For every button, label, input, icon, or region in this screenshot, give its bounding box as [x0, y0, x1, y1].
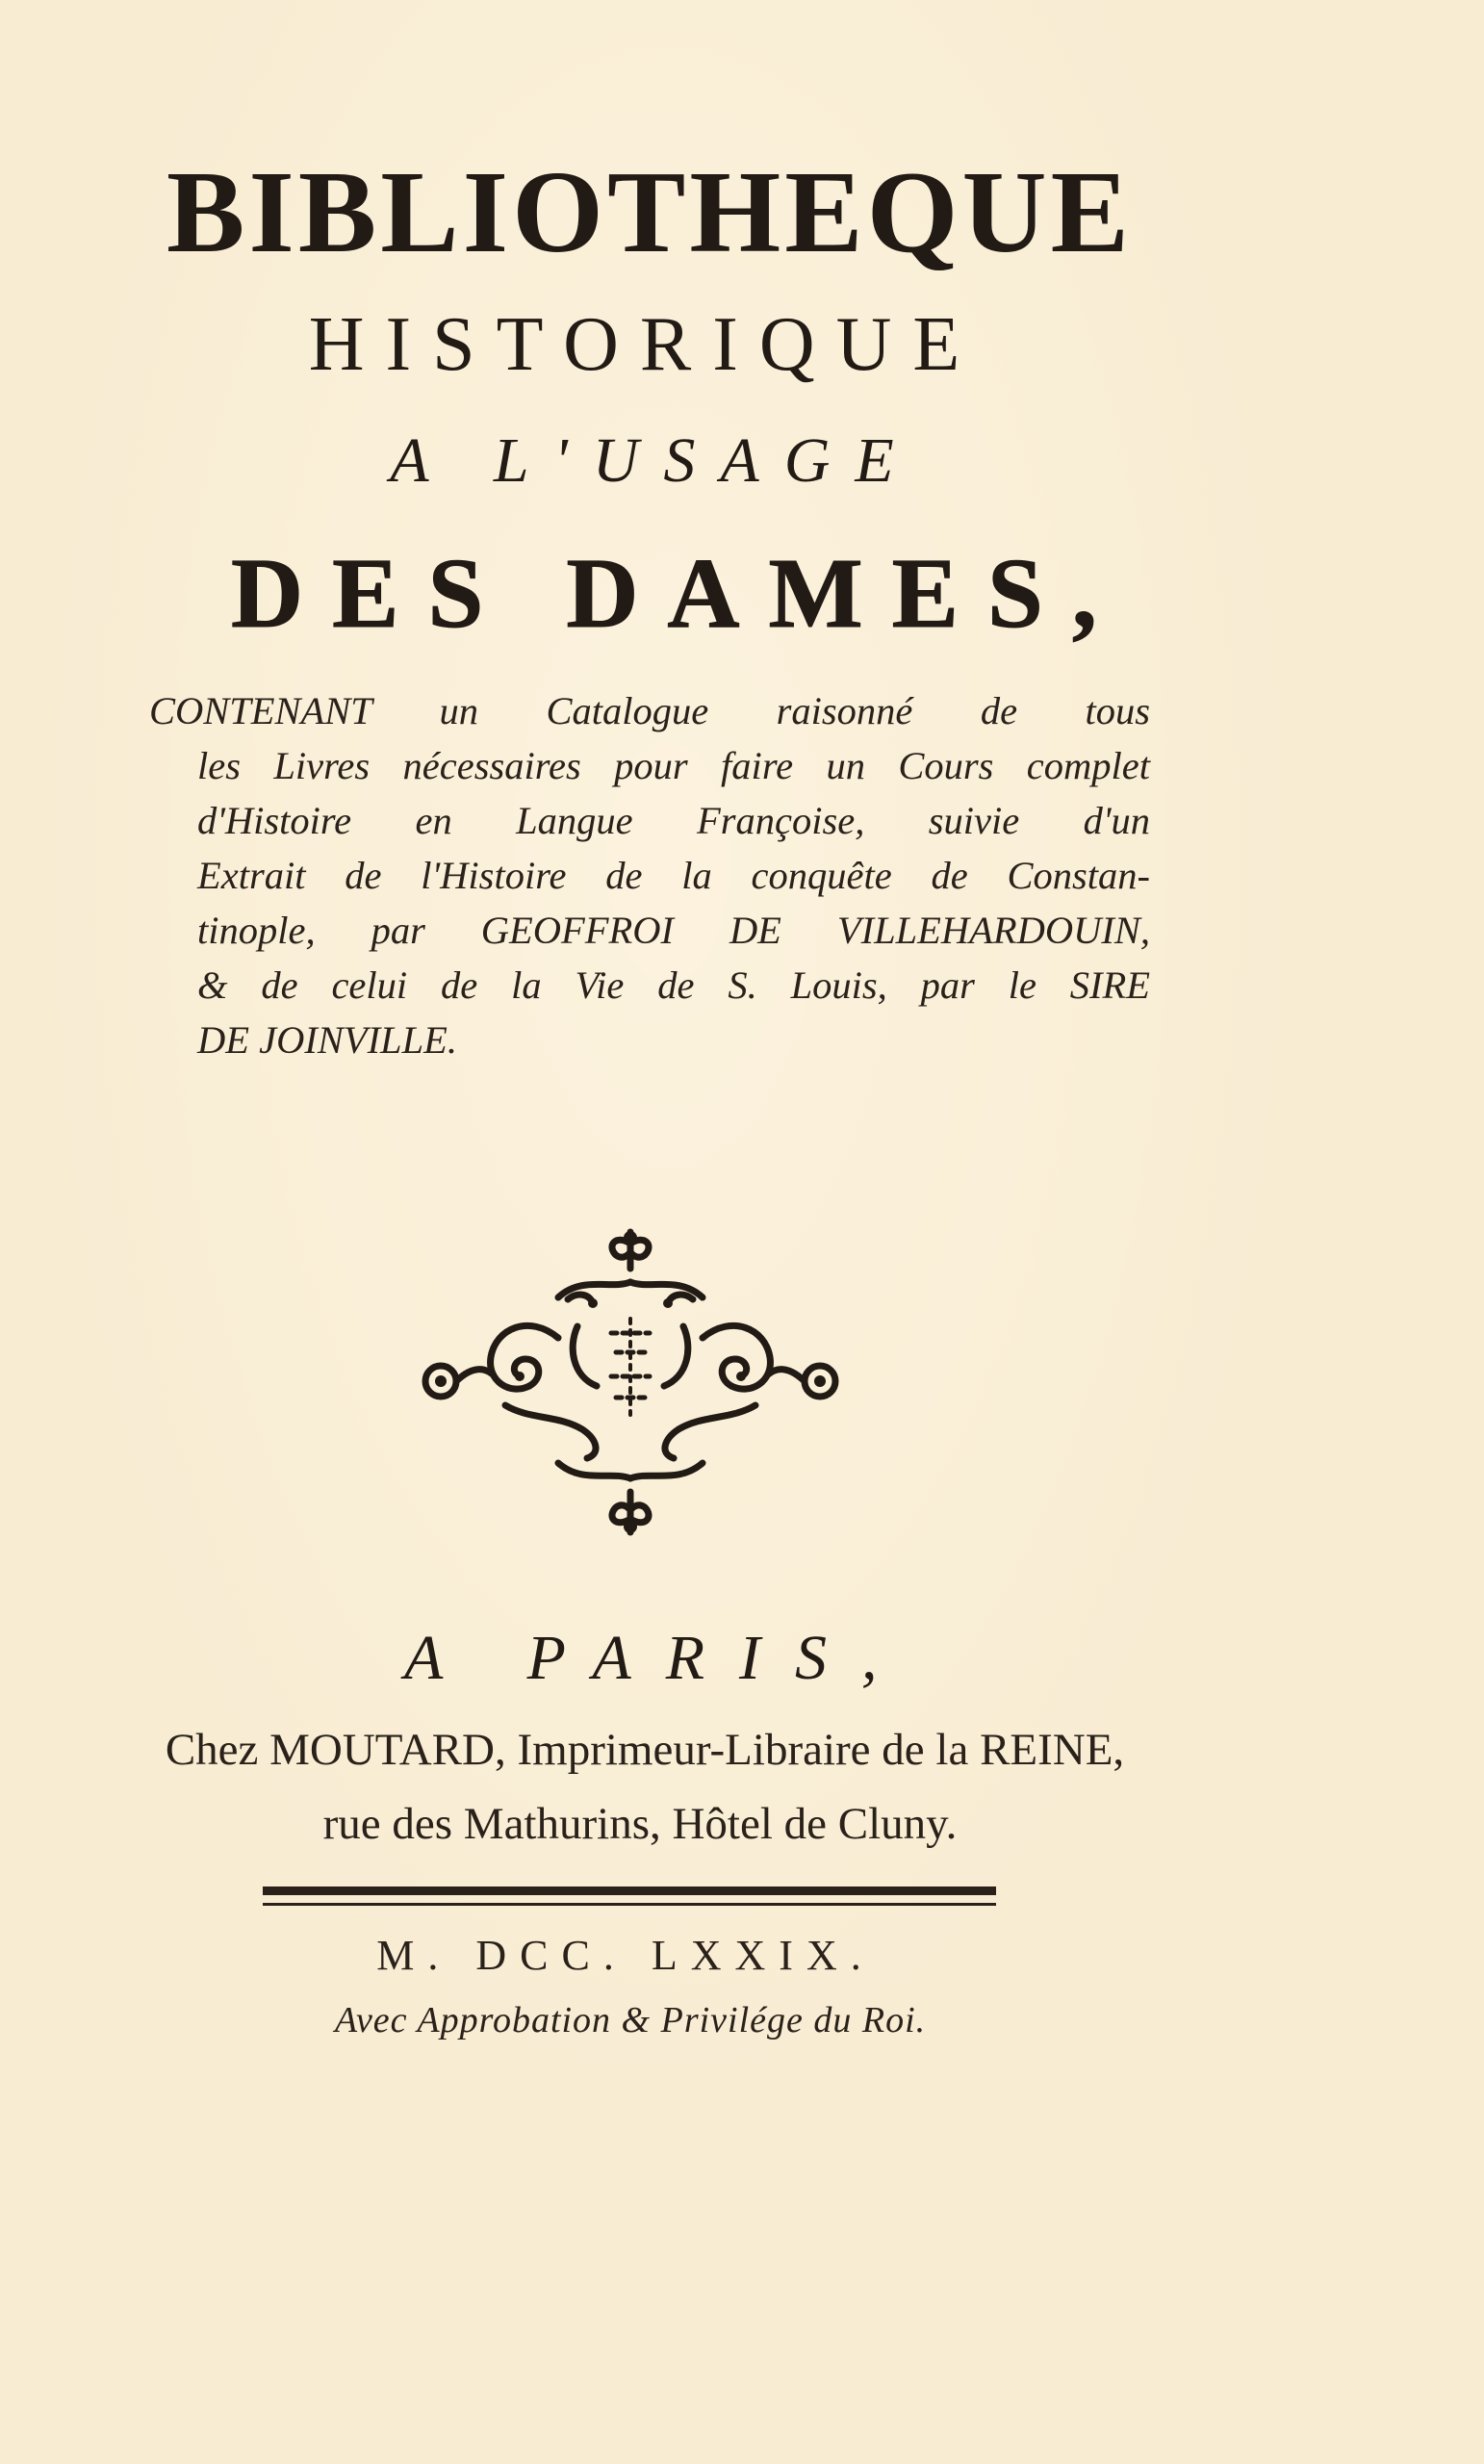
description-line: CONTENANT un Catalogue raisonné de tous: [149, 689, 1150, 732]
description-line: & de celui de la Vie de S. Louis, par le SIRE: [197, 963, 1150, 1007]
title-line-a-lusage: A L'USAGE: [390, 425, 919, 496]
imprint-year: M. DCC. LXXIX.: [376, 1932, 875, 1979]
double-rule-bottom: [263, 1903, 996, 1906]
imprint-city: A PARIS,: [404, 1623, 912, 1693]
title-line-historique: HISTORIQUE: [308, 302, 982, 387]
imprint-publisher: Chez MOUTARD, Imprimeur-Libraire de la REINE,: [165, 1725, 1125, 1775]
subtitle-description: [149, 683, 1150, 1067]
privilege-statement: Avec Approbation & Privilége du Roi.: [334, 2000, 927, 2040]
imprint-address: rue des Mathurins, Hôtel de Cluny.: [322, 1799, 958, 1849]
description-line: DE JOINVILLE.: [197, 1018, 457, 1062]
description-line: tinople, par GEOFFROI DE VILLEHARDOUIN,: [197, 909, 1150, 952]
title-line-bibliotheque: BIBLIOTHEQUE: [166, 147, 1133, 277]
double-rule-top: [263, 1886, 996, 1895]
title-line-des-dames: DES DAMES,: [231, 538, 1126, 649]
description-line: Extrait de l'Histoire de la conquête de Constan-: [197, 854, 1150, 897]
fleuron-vignette-icon: [414, 1222, 847, 1540]
description-line: les Livres nécessaires pour faire un Cours complet: [197, 744, 1150, 787]
description-line: d'Histoire en Langue Françoise, suivie d'un: [197, 799, 1150, 842]
